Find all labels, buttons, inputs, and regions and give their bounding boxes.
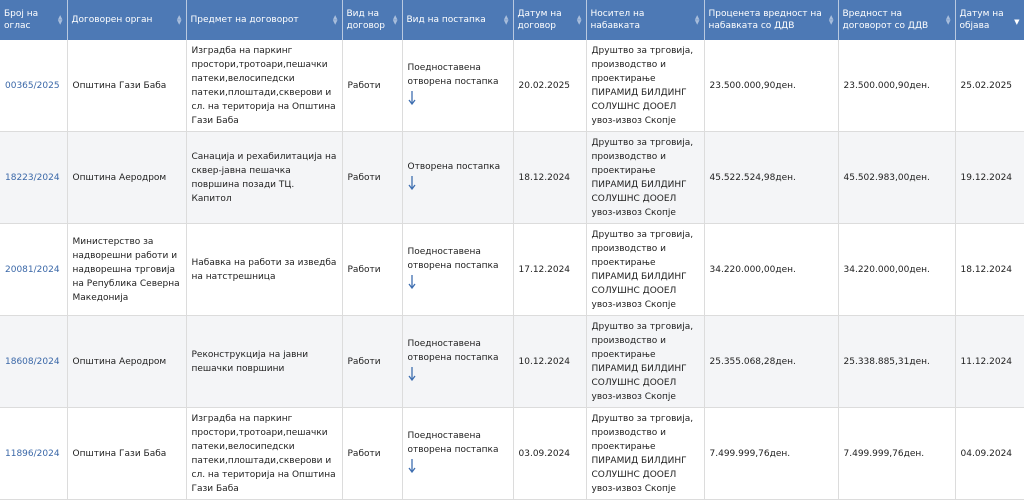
contract-subject-cell (186, 224, 342, 316)
procurement-carrier-cell (586, 316, 704, 408)
table-row[interactable] (0, 132, 1024, 224)
contract-type-text: Работи (347, 80, 381, 91)
publish-date-cell (955, 316, 1024, 408)
column-header-label: Договорен орган (71, 15, 153, 25)
table-header-row (0, 0, 1024, 40)
column-header[interactable] (0, 0, 67, 40)
publish-date-cell (955, 40, 1024, 132)
contracting-authority-cell (67, 40, 186, 132)
publish-date-text: 11.12.2024 (960, 356, 1013, 367)
contract-value-text: 7.499.999,76ден. (843, 448, 925, 459)
procedure-type-text: Поедноставена отворена постапка (407, 63, 499, 87)
column-header[interactable] (67, 0, 186, 40)
contract-date-cell (513, 408, 586, 500)
procedure-type-text: Поедноставена отворена постапка (407, 339, 499, 363)
arrow-down-icon[interactable] (408, 176, 416, 190)
column-header[interactable] (704, 0, 838, 40)
contract-type-cell (342, 40, 402, 132)
contract-subject-text: Набавка на работи за изведба на натстрешница (191, 257, 337, 282)
contract-date-text: 20.02.2025 (518, 80, 571, 91)
contract-value-cell (838, 224, 955, 316)
announcement-number-cell (0, 316, 67, 408)
procurement-carrier-cell (586, 408, 704, 500)
contract-subject-cell (186, 316, 342, 408)
contract-value-cell (838, 408, 955, 500)
estimated-value-text: 23.500.000,90ден. (709, 80, 796, 91)
contract-subject-text: Реконструкција на јавни пешачки површини (191, 349, 309, 374)
column-header-label: Вредност на договорот со ДДВ (842, 9, 929, 31)
contract-value-text: 45.502.983,00ден. (843, 172, 930, 183)
contracting-authority-text: Општина Аеродром (72, 172, 167, 183)
contracting-authority-cell (67, 132, 186, 224)
announcement-number-cell (0, 40, 67, 132)
sort-icon[interactable]: ▲ ▼ (392, 14, 398, 26)
column-header[interactable] (342, 0, 402, 40)
column-header[interactable] (955, 0, 1024, 40)
procurement-carrier-cell (586, 132, 704, 224)
estimated-value-cell (704, 132, 838, 224)
publish-date-cell (955, 408, 1024, 500)
contract-value-text: 23.500.000,90ден. (843, 80, 930, 91)
arrow-down-icon[interactable] (408, 367, 416, 381)
sort-icon[interactable]: ▲ ▼ (176, 14, 182, 26)
procurement-carrier-cell (586, 224, 704, 316)
sort-icon[interactable]: ▲ ▼ (945, 14, 951, 26)
column-header[interactable] (402, 0, 513, 40)
estimated-value-cell (704, 316, 838, 408)
contract-date-text: 18.12.2024 (518, 172, 571, 183)
contract-type-text: Работи (347, 172, 381, 183)
contracting-authority-text: Општина Гази Баба (72, 448, 167, 459)
procedure-type-text: Отворена постапка (407, 162, 501, 172)
publish-date-text: 04.09.2024 (960, 448, 1013, 459)
contract-type-text: Работи (347, 356, 381, 367)
contract-subject-cell (186, 132, 342, 224)
contract-date-cell (513, 132, 586, 224)
sort-icon[interactable]: ▲ ▼ (503, 14, 509, 26)
contract-subject-cell (186, 40, 342, 132)
estimated-value-text: 25.355.068,28ден. (709, 356, 796, 367)
contract-value-cell (838, 40, 955, 132)
sort-icon[interactable]: ▲ ▼ (332, 14, 338, 26)
table-row[interactable] (0, 40, 1024, 132)
publish-date-cell (955, 132, 1024, 224)
sort-icon[interactable]: ▲ ▼ (694, 14, 700, 26)
procedure-type-cell (402, 408, 513, 500)
contract-date-cell (513, 224, 586, 316)
procedure-type-cell (402, 132, 513, 224)
sort-icon[interactable]: ▼ (1014, 18, 1020, 26)
contract-date-cell (513, 40, 586, 132)
announcement-number-link[interactable]: 00365/2025 (5, 80, 60, 91)
announcement-number-link[interactable]: 11896/2024 (5, 448, 60, 459)
contract-type-cell (342, 316, 402, 408)
column-header[interactable] (186, 0, 342, 40)
table-row[interactable] (0, 408, 1024, 500)
contract-subject-text: Изградба на паркинг простори,тротоари,пешачки патеки,велосипедски патеки,плоштади,скверови и сл. на територија на Општина Гази Баба (191, 413, 336, 494)
publish-date-text: 25.02.2025 (960, 80, 1013, 91)
publish-date-text: 18.12.2024 (960, 264, 1013, 275)
procurement-carrier-text: Друштво за трговија, производство и проектирање ПИРАМИД БИЛДИНГ СОЛУШНС ДООЕЛ увоз-извоз Скопје (591, 137, 694, 218)
column-header[interactable] (513, 0, 586, 40)
contracting-authority-cell (67, 316, 186, 408)
column-header-label: Датум на објава (959, 9, 1004, 31)
contract-type-text: Работи (347, 264, 381, 275)
contracting-authority-text: Министерство за надворешни работи и надворешна трговија на Република Северна Македонија (72, 236, 180, 303)
arrow-down-icon[interactable] (408, 275, 416, 289)
announcement-number-cell (0, 224, 67, 316)
contract-subject-cell (186, 408, 342, 500)
estimated-value-cell (704, 40, 838, 132)
procedure-type-text: Поедноставена отворена постапка (407, 247, 499, 271)
column-header-label: Вид на постапка (406, 15, 486, 25)
estimated-value-text: 7.499.999,76ден. (709, 448, 791, 459)
estimated-value-cell (704, 224, 838, 316)
column-header[interactable] (838, 0, 955, 40)
procedure-type-cell (402, 40, 513, 132)
sort-icon[interactable]: ▲ ▼ (57, 14, 63, 26)
contracting-authority-cell (67, 224, 186, 316)
table-body (0, 40, 1024, 500)
sort-icon[interactable]: ▲ ▼ (828, 14, 834, 26)
contract-type-cell (342, 224, 402, 316)
column-header-label: Број на оглас (4, 9, 39, 31)
contract-type-text: Работи (347, 448, 381, 459)
estimated-value-text: 34.220.000,00ден. (709, 264, 796, 275)
publish-date-text: 19.12.2024 (960, 172, 1013, 183)
procurement-carrier-text: Друштво за трговија, производство и проектирање ПИРАМИД БИЛДИНГ СОЛУШНС ДООЕЛ увоз-извоз Скопје (591, 229, 694, 310)
contract-date-text: 17.12.2024 (518, 264, 571, 275)
column-header-label: Вид на договор (346, 9, 385, 31)
announcement-number-cell (0, 132, 67, 224)
announcement-number-link[interactable]: 18608/2024 (5, 356, 60, 367)
column-header-label: Датум на договор (517, 9, 562, 31)
contract-date-text: 10.12.2024 (518, 356, 571, 367)
contract-value-cell (838, 132, 955, 224)
contract-value-text: 34.220.000,00ден. (843, 264, 930, 275)
table-row[interactable] (0, 316, 1024, 408)
contracting-authority-text: Општина Гази Баба (72, 80, 167, 91)
procurement-carrier-text: Друштво за трговија, производство и проектирање ПИРАМИД БИЛДИНГ СОЛУШНС ДООЕЛ увоз-извоз Скопје (591, 413, 694, 494)
contract-type-cell (342, 132, 402, 224)
procurement-carrier-text: Друштво за трговија, производство и проектирање ПИРАМИД БИЛДИНГ СОЛУШНС ДООЕЛ увоз-извоз Скопје (591, 321, 694, 402)
column-header-label: Предмет на договорот (190, 15, 299, 25)
procedure-type-cell (402, 224, 513, 316)
table-row[interactable] (0, 224, 1024, 316)
contracting-authority-text: Општина Аеродром (72, 356, 167, 367)
arrow-down-icon[interactable] (408, 91, 416, 105)
contract-value-cell (838, 316, 955, 408)
contract-date-cell (513, 316, 586, 408)
procurement-carrier-text: Друштво за трговија, производство и проектирање ПИРАМИД БИЛДИНГ СОЛУШНС ДООЕЛ увоз-извоз Скопје (591, 45, 694, 126)
arrow-down-icon[interactable] (408, 459, 416, 473)
procedure-type-cell (402, 316, 513, 408)
announcement-number-cell (0, 408, 67, 500)
contract-type-cell (342, 408, 402, 500)
announcement-number-link[interactable]: 18223/2024 (5, 172, 60, 183)
estimated-value-cell (704, 408, 838, 500)
column-header-label: Носител на набавката (590, 9, 645, 31)
announcement-number-link[interactable]: 20081/2024 (5, 264, 60, 275)
contracting-authority-cell (67, 408, 186, 500)
publish-date-cell (955, 224, 1024, 316)
contract-value-text: 25.338.885,31ден. (843, 356, 930, 367)
column-header-label: Проценета вредност на набавката со ДДВ (708, 9, 822, 31)
contract-date-text: 03.09.2024 (518, 448, 571, 459)
contract-subject-text: Изградба на паркинг простори,тротоари,пешачки патеки,велосипедски патеки,плоштади,скверови и сл. на територија на Општина Гази Баба (191, 45, 336, 126)
estimated-value-text: 45.522.524,98ден. (709, 172, 796, 183)
sort-icon[interactable]: ▲ ▼ (576, 14, 582, 26)
procurement-carrier-cell (586, 40, 704, 132)
contract-subject-text: Санација и рехабилитација на сквер-јавна пешачка површина позади ТЦ. Капитол (191, 151, 337, 204)
column-header[interactable] (586, 0, 704, 40)
procedure-type-text: Поедноставена отворена постапка (407, 431, 499, 455)
